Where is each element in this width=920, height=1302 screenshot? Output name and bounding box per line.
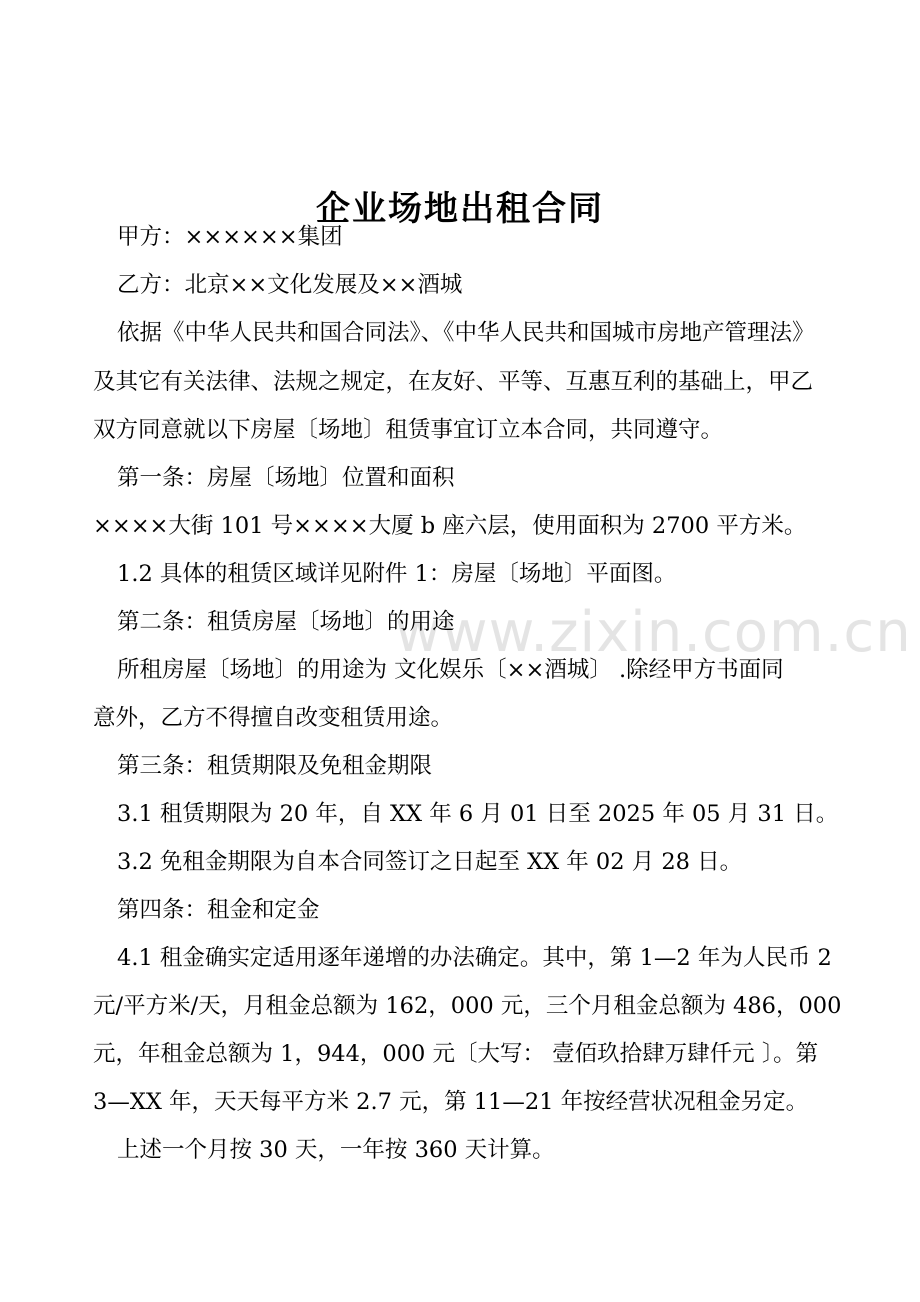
article-1-heading: 第一条：房屋〔场地〕位置和面积 [117,465,455,491]
clause-4-1-line-3: 元，年租金总额为 1，944，000 元〔大写： 壹佰玖拾肆万肆仟元 〕。第 [93,1041,819,1067]
preamble-line-2: 及其它有关法律、法规之规定，在友好、平等、互惠互利的基础上，甲乙 [93,369,814,395]
article-2-usage-line-1: 所租房屋〔场地〕的用途为 文化娱乐〔××酒城〕 .除经甲方书面同 [117,657,784,683]
clause-4-1-line-4: 3—XX 年，天天每平方米 2.7 元，第 11—21 年按经营状况租金另定。 [93,1089,809,1115]
article-3-heading: 第三条：租赁期限及免租金期限 [117,753,433,779]
clause-1-2: 1.2 具体的租赁区域详见附件 1：房屋〔场地〕平面图。 [117,561,677,587]
clause-3-1: 3.1 租赁期限为 20 年，自 XX 年 6 月 01 日至 2025 年 05 月 31 日。 [117,801,839,827]
document-title: 企业场地出租合同 [316,188,604,229]
preamble-line-3: 双方同意就以下房屋〔场地〕租赁事宜订立本合同，共同遵守。 [93,417,724,443]
article-4-heading: 第四条：租金和定金 [117,897,320,923]
clause-4-1-line-2: 元/平方米/天，月租金总额为 162，000 元，三个月租金总额为 486，000 [93,993,842,1019]
article-2-heading: 第二条：租赁房屋〔场地〕的用途 [117,609,455,635]
article-2-usage-line-2: 意外，乙方不得擅自改变租赁用途。 [93,705,454,731]
clause-4-1-line-1: 4.1 租金确实定适用逐年递增的办法确定。其中，第 1—2 年为人民币 2 [117,945,832,971]
party-b-line: 乙方：北京××文化发展及××酒城 [117,272,463,298]
clause-3-2: 3.2 免租金期限为自本合同签订之日起至 XX 年 02 月 28 日。 [117,849,743,875]
watermark: www.zixin.com.cn [395,600,912,665]
calculation-note: 上述一个月按 30 天，一年按 360 天计算。 [117,1137,555,1163]
preamble-line-1: 依据《中华人民共和国合同法》、《中华人民共和国城市房地产管理法》 [117,320,815,346]
article-1-location: ××××大街 101 号××××大厦 b 座六层，使用面积为 2700 平方米。 [93,513,807,539]
party-a-line: 甲方：××××××集团 [117,224,343,250]
